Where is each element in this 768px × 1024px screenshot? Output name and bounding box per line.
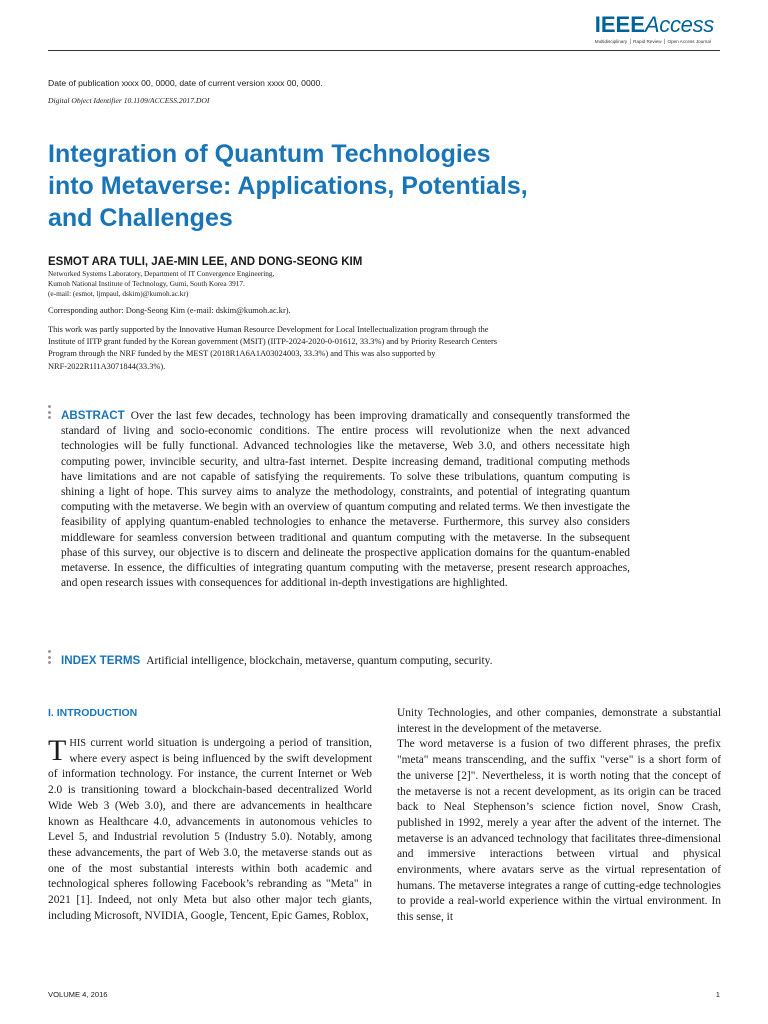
logo-tagline: Multidisciplinary ⎪ Rapid Review ⎪ Open Access Journal [594, 39, 711, 44]
title-line: Integration of Quantum Technologies [48, 140, 491, 168]
funding-line: NRF-2022R1I1A3071844(33.3%). [48, 361, 166, 371]
right-column [397, 706, 721, 926]
title-line: and Challenges [48, 204, 233, 232]
title-line: into Metaverse: Applications, Potentials, [48, 172, 528, 200]
intro-paragraph-continued: Unity Technologies, and other companies, demonstrate a substantial interest in the development of the metaverse. [397, 707, 721, 735]
index-terms-label: INDEX TERMS [61, 654, 141, 667]
abstract-dots-icon [48, 405, 51, 422]
funding-note [48, 324, 608, 373]
corresponding-author: Corresponding author: Dong-Seong Kim (e-mail: dskim@kumoh.ac.kr). [48, 306, 291, 315]
small-caps-opening: HIS [69, 738, 87, 749]
footer-volume: VOLUME 4, 2016 [48, 990, 108, 999]
author-list: ESMOT ARA TULI, JAE-MIN LEE, AND DONG-SEONG KIM [48, 256, 363, 268]
abstract-text: Over the last few decades, technology has been improving dramatically and consequently transformed the standard of living and socio-economic conditions. The entire process will revolutionize when the next advanced technologies will be fully functional. Advanced technologies like the metaverse, Web 3.0, and others necessitate high computing power, invincible security, and ultra-fast internet. Despite increasing demand, traditional computing methods have limitations and are not capable of satisfying the requirements. To solve these tribulations, quantum computing is shining a light of hope. This survey aims to analyze the methodology, constraints, and potential of integrating quantum computing with the metaverse. We begin with an overview of quantum computing and related terms. We then investigate the feasibility of applying quantum-enabled technologies to enhance the metaverse. Furthermore, this survey also considers middleware for seamless conversion between traditional and quantum computing with the metaverse. In the subsequent phase of this survey, our objective is to discern and delineate the prospective application domains for the quantum-enabled metaverse. In essence, the difficulties of integrating quantum computing with the metaverse, present research approaches, and open research issues with consequences for additional in-depth investigations are highlighted. [61, 410, 630, 590]
abstract [61, 408, 630, 591]
paper-title [48, 138, 668, 234]
logo-access-text: Access [644, 12, 714, 37]
intro-left-text: current world situation is undergoing a period of transition, where every aspect is being influenced by the swift development of information technology. For instance, the current Internet or Web 2.0 is transitioning toward a blockchain-based decentralized World Wide Web 3 (Web 3.0), and there are advancements in healthcare known as Healthcare 4.0, advancements in autonomous vehicles to Level 5, and Industrial revolution 5 (Industry 5.0). Notably, among these advancements, the part of Web 3.0, the metaverse stands out as one of the most substantial interests within both academic and technological spheres following Facebook’s rebranding as "Meta" in 2021 [1]. Indeed, not only Meta but also other major tech giants, including Microsoft, NVIDIA, Google, Tencent, Epic Games, Roblox, [48, 737, 372, 922]
index-terms [61, 653, 661, 669]
logo-ieee-text: IEEE [594, 12, 645, 37]
metaverse-paragraph: The word metaverse is a fusion of two different phrases, the prefix "meta" means transcending, and the suffix "verse" is a short form of the universe [2]". Nevertheless, it is worth noting that the concept of the metaverse is not a recent development, as its origin can be traced back to Neal Stephenson’s science fiction novel, Snow Crash, published in 1992, merely a year after the advent of the internet. The metaverse is an advanced technology that facilitates three-dimensional and immersive interactions between virtual and physical environments, where avatars serve as the virtual representation of humans. The metaverse integrates a range of cutting-edge technologies to provide a real-world experience within the virtual environment. In this sense, it [397, 738, 721, 924]
header-rule [48, 50, 720, 51]
index-terms-text: Artificial intelligence, blockchain, metaverse, quantum computing, security. [146, 655, 493, 667]
publication-date: Date of publication xxxx 00, 0000, date of current version xxxx 00, 0000. [48, 78, 323, 88]
drop-cap: T [48, 734, 67, 767]
doi-line: Digital Object Identifier 10.1109/ACCESS.2017.DOI [48, 96, 210, 105]
funding-line: Program through the NRF funded by the MEST (2018R1A6A1A03024003, 33.3%) and This was also supported by [48, 349, 436, 359]
left-column [48, 736, 372, 924]
funding-line: This work was partly supported by the Innovative Human Resource Development for Local Intellectualization program through the [48, 325, 489, 334]
affiliation-line: Kumoh National Institute of Technology, Gumi, South Korea 3917. [48, 279, 245, 288]
affiliation-line: (e-mail: (esmot, ljmpaul, dskim)@kumoh.ac.kr) [48, 289, 189, 298]
intro-paragraph [48, 736, 372, 924]
index-terms-dots-icon [48, 650, 51, 667]
section-heading-introduction: I. INTRODUCTION [48, 707, 138, 719]
affiliation-line: Networked Systems Laboratory, Department of IT Convergence Engineering, [48, 269, 275, 278]
abstract-label: ABSTRACT [61, 409, 125, 422]
affiliation [48, 269, 274, 299]
page-number: 1 [715, 990, 720, 999]
ieee-access-logo [595, 14, 714, 45]
funding-line: Institute of IITP grant funded by the Korean government (MSIT) (IITP-2024-2020-0-01612, 33.3%) and by Priority Research Centers [48, 337, 498, 347]
